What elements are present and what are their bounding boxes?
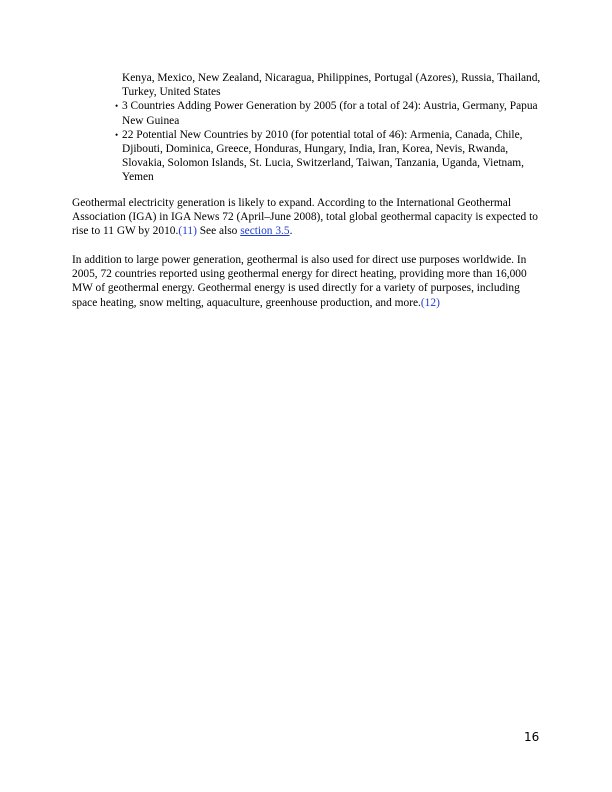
- bullet-marker: •: [115, 129, 119, 140]
- paragraph-geothermal-expansion: [72, 196, 544, 239]
- bullet-marker: •: [115, 101, 119, 112]
- see-also-text: See also: [196, 225, 241, 238]
- reference-link-12[interactable]: (12): [420, 296, 440, 309]
- bullet-item-text: 3 Countries Adding Power Generation by 2005 (for a total of 24): Austria, Germany, Papua New Guinea: [122, 100, 538, 127]
- paragraph-end-punctuation: .: [289, 225, 293, 238]
- paragraph-direct-use: [72, 253, 544, 310]
- reference-link-11[interactable]: (11): [178, 225, 197, 238]
- bullet-item-2010-countries: [108, 128, 548, 185]
- bullet-item-2005-countries: [108, 99, 548, 127]
- section-3-5-link[interactable]: section 3.5: [240, 225, 290, 238]
- bullet-continuation-text: Kenya, Mexico, New Zealand, Nicaragua, Philippines, Portugal (Azores), Russia, Thailand, Turkey, United States: [122, 72, 541, 99]
- country-bullet-list: [108, 71, 548, 185]
- bullet-item-text: 22 Potential New Countries by 2010 (for potential total of 46): Armenia, Canada, Chile, Djibouti, Dominica, Greece, Honduras, Hungary, India, Iran, Korea, Nevis, Rwanda, Slovakia, Solomon Islands, St. Lucia, Switzerland, Taiwan, Tanzania, Uganda, Vietnam, Yemen: [122, 128, 525, 184]
- paragraph-text: Geothermal electricity generation is likely to expand. According to the International Geothermal Association (IGA) in IGA News 72 (April–June 2008), total global geothermal capacity is expected to rise to 11 GW by 2010.: [72, 197, 538, 238]
- page-number: 16: [524, 730, 540, 744]
- paragraph-text: In addition to large power generation, geothermal is also used for direct use purposes worldwide. In 2005, 72 countries reported using geothermal energy for direct heating, providing more than 16,000 MW of geothermal energy. Geothermal energy is used directly for a variety of purposes, including space heating, snow melting, aquaculture, greenhouse production, and more.: [72, 254, 527, 309]
